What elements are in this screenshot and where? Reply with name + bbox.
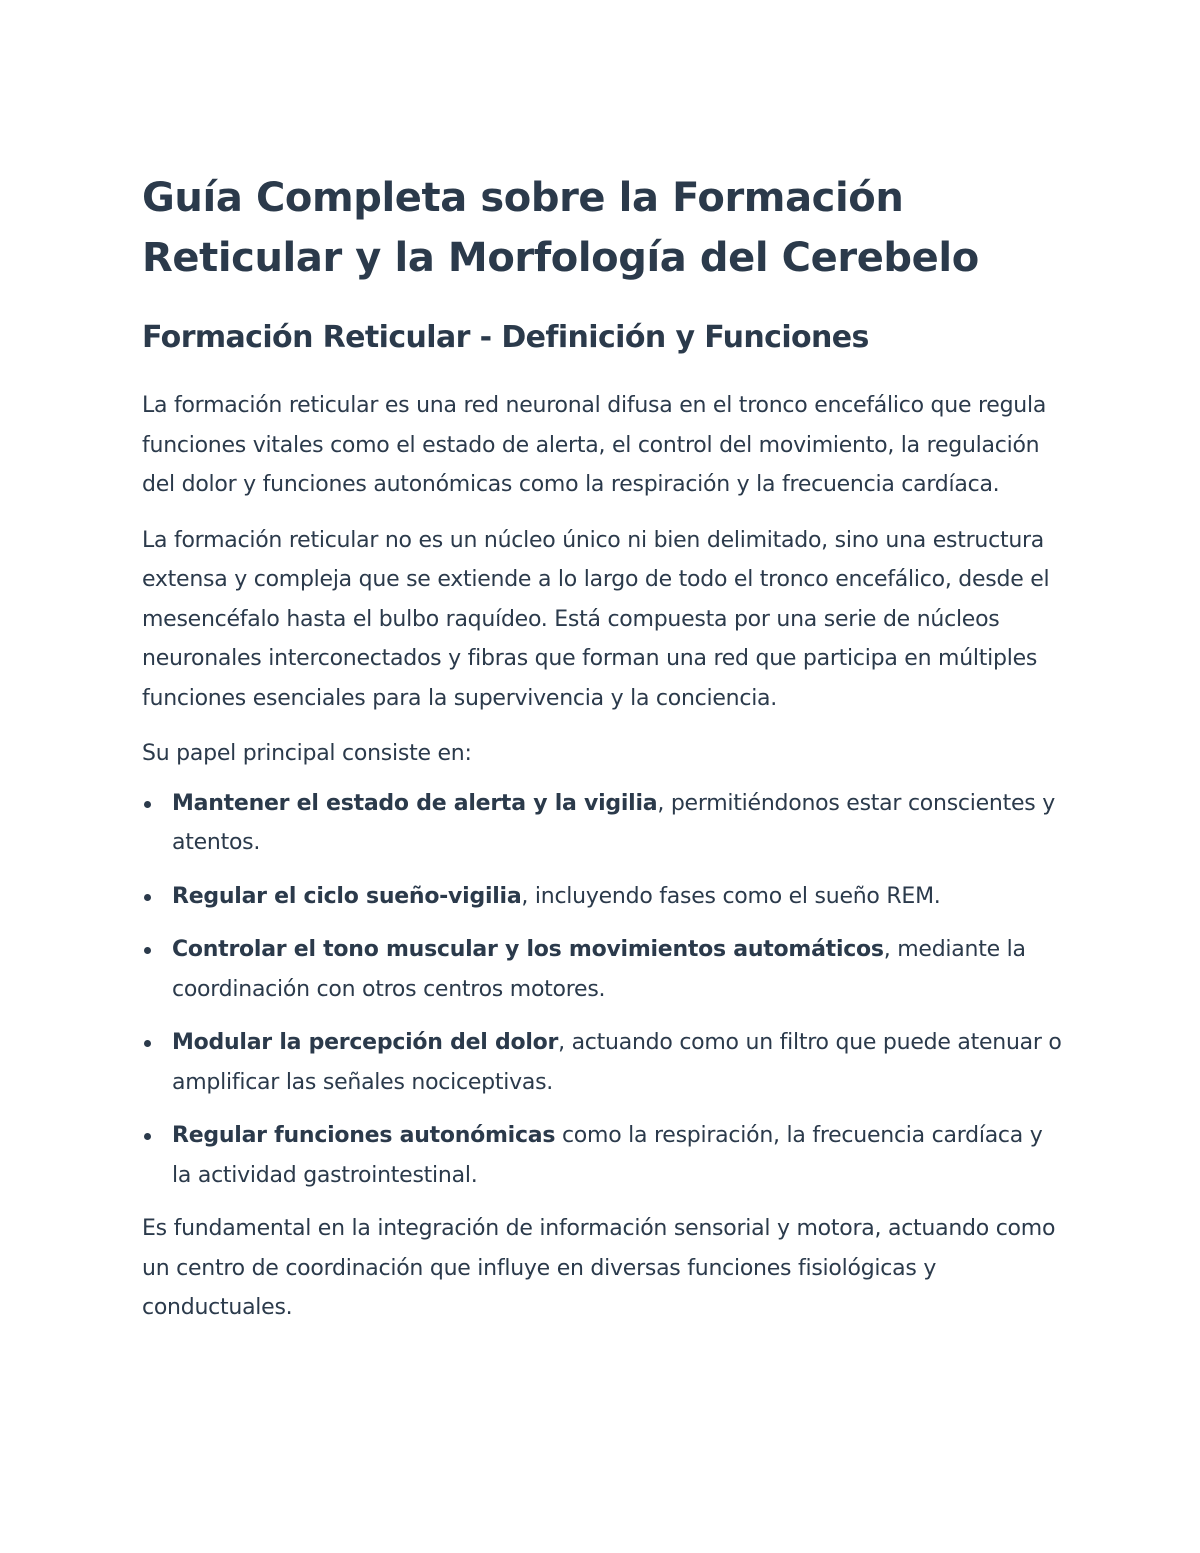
list-item-bold: Controlar el tono muscular y los movimientos automáticos xyxy=(172,937,884,962)
description-paragraph: La formación reticular no es un núcleo único ni bien delimitado, sino una estructura extensa y compleja que se extiende a lo largo de todo el tronco encefálico, desde el mesencéfalo hasta el bulbo raquídeo. Está compuesta por una serie de núcleos neuronales interconectados y fibras que forman una red que participa en múltiples funciones esenciales para la supervivencia y la conciencia. xyxy=(142,527,1050,711)
intro-paragraph: La formación reticular es una red neuronal difusa en el tronco encefálico que regula funciones vitales como el estado de alerta, el control del movimiento, la regulación del dolor y funciones autonómicas como la respiración y la frecuencia cardíaca. xyxy=(142,393,1047,497)
functions-list xyxy=(142,784,1062,1196)
list-item xyxy=(142,1116,1062,1195)
list-item-text: , incluyendo fases como el sueño REM. xyxy=(521,883,941,909)
list-item-bold: Regular el ciclo sueño-vigilia xyxy=(172,883,522,909)
list-item-bold: Regular funciones autonómicas xyxy=(172,1123,556,1148)
list-item-text: , actuando como un filtro que puede atenuar o amplificar las señales nociceptivas. xyxy=(172,1030,1062,1095)
bullet-icon xyxy=(144,894,151,901)
list-item xyxy=(142,877,1062,917)
bullet-icon xyxy=(144,801,151,808)
list-item-text: como la respiración, la frecuencia cardíaca y la actividad gastrointestinal. xyxy=(172,1123,1043,1188)
document-title: Guía Completa sobre la Formación Reticular y la Morfología del Cerebelo xyxy=(142,175,979,281)
list-item xyxy=(142,784,1062,863)
closing-paragraph: Es fundamental en la integración de información sensorial y motora, actuando como un centro de coordinación que influye en diversas funciones fisiológicas y conductuales. xyxy=(142,1216,1056,1320)
list-item-text: , permitiéndonos estar conscientes y atentos. xyxy=(172,790,1055,855)
bullet-icon xyxy=(144,947,151,954)
bullet-icon xyxy=(144,1133,151,1140)
bullet-icon xyxy=(144,1040,151,1047)
list-item xyxy=(142,930,1062,1009)
list-item xyxy=(142,1023,1062,1102)
list-intro-paragraph: Su papel principal consiste en: xyxy=(142,741,472,766)
section-heading: Formación Reticular - Definición y Funciones xyxy=(142,320,869,355)
list-item-bold: Modular la percepción del dolor xyxy=(172,1030,559,1055)
document-page xyxy=(142,168,1062,1328)
list-item-text: , mediante la coordinación con otros centros motores. xyxy=(172,937,1026,1002)
list-item-bold: Mantener el estado de alerta y la vigilia xyxy=(172,790,658,816)
